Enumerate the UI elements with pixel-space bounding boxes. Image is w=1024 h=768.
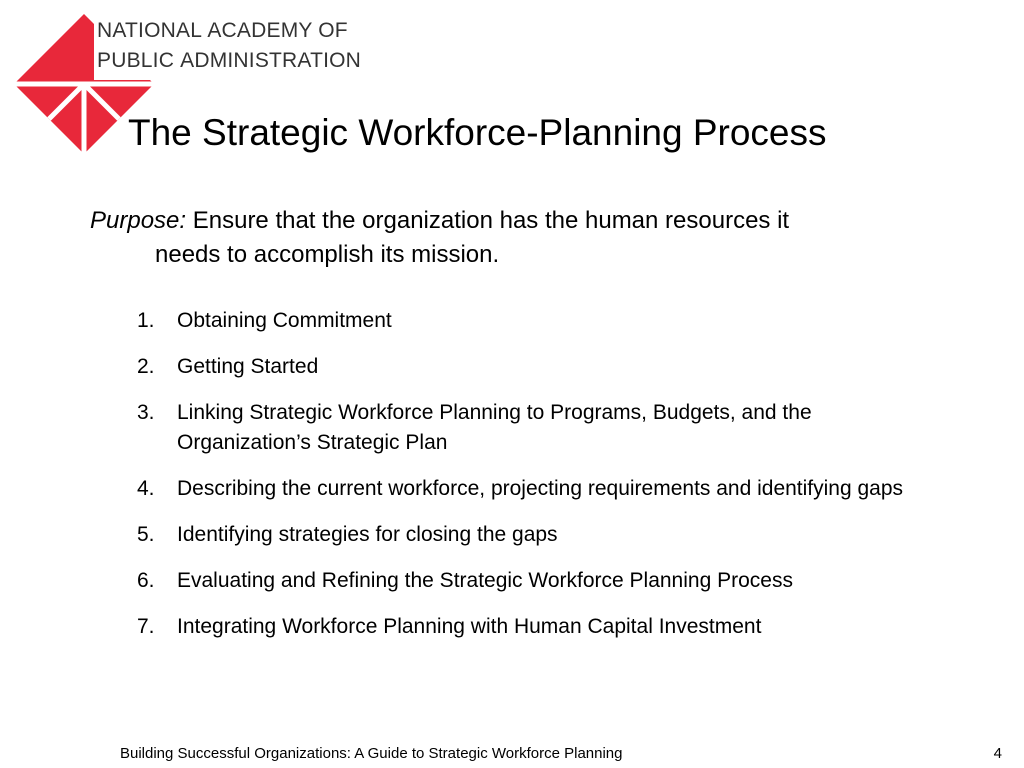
purpose-label: Purpose: <box>90 207 187 234</box>
org-word: CADEMY OF <box>221 19 348 42</box>
list-item <box>137 352 917 382</box>
list-item <box>137 474 917 504</box>
step-number: 6. <box>137 569 155 592</box>
step-number: 1. <box>137 309 155 332</box>
org-word: UBLIC <box>111 49 181 72</box>
step-text: Obtaining Commitment <box>177 309 392 332</box>
process-steps-list <box>137 306 917 658</box>
list-item <box>137 566 917 596</box>
organization-name-line-1 <box>97 16 361 46</box>
step-text: Describing the current workforce, projecting requirements and identifying gaps <box>177 477 904 500</box>
purpose-line-1 <box>90 204 940 238</box>
list-item <box>137 398 917 458</box>
step-text: Getting Started <box>177 355 319 378</box>
step-number: 5. <box>137 523 155 546</box>
step-text: Evaluating and Refining the Strategic Workforce Planning Process <box>177 569 793 592</box>
step-number: 2. <box>137 355 155 378</box>
step-text: Linking Strategic Workforce Planning to Programs, Budgets, and the Organization’s Strategic Plan <box>177 401 812 454</box>
slide-title: The Strategic Workforce-Planning Process <box>128 112 827 153</box>
org-word: ATIONAL <box>112 19 208 42</box>
organization-name <box>97 16 361 76</box>
list-item <box>137 306 917 336</box>
step-number: 4. <box>137 477 155 500</box>
step-text: Identifying strategies for closing the gaps <box>177 523 558 546</box>
step-number: 7. <box>137 615 155 638</box>
purpose-line-2: needs to accomplish its mission. <box>155 241 500 268</box>
step-number: 3. <box>137 401 155 424</box>
list-item <box>137 520 917 550</box>
purpose-text: Ensure that the organization has the human resources it <box>192 207 790 234</box>
org-letter: P <box>97 49 112 72</box>
organization-name-line-2 <box>97 46 361 76</box>
org-word: DMINISTRATION <box>194 49 362 72</box>
list-item <box>137 612 917 642</box>
org-letter: N <box>97 19 113 42</box>
footer-text: Building Successful Organizations: A Guide to Strategic Workforce Planning <box>120 745 623 762</box>
page-number: 4 <box>993 745 1002 762</box>
org-letter: A <box>180 49 195 72</box>
purpose-statement <box>90 204 940 272</box>
step-text: Integrating Workforce Planning with Human Capital Investment <box>177 615 762 638</box>
org-letter: A <box>207 19 222 42</box>
